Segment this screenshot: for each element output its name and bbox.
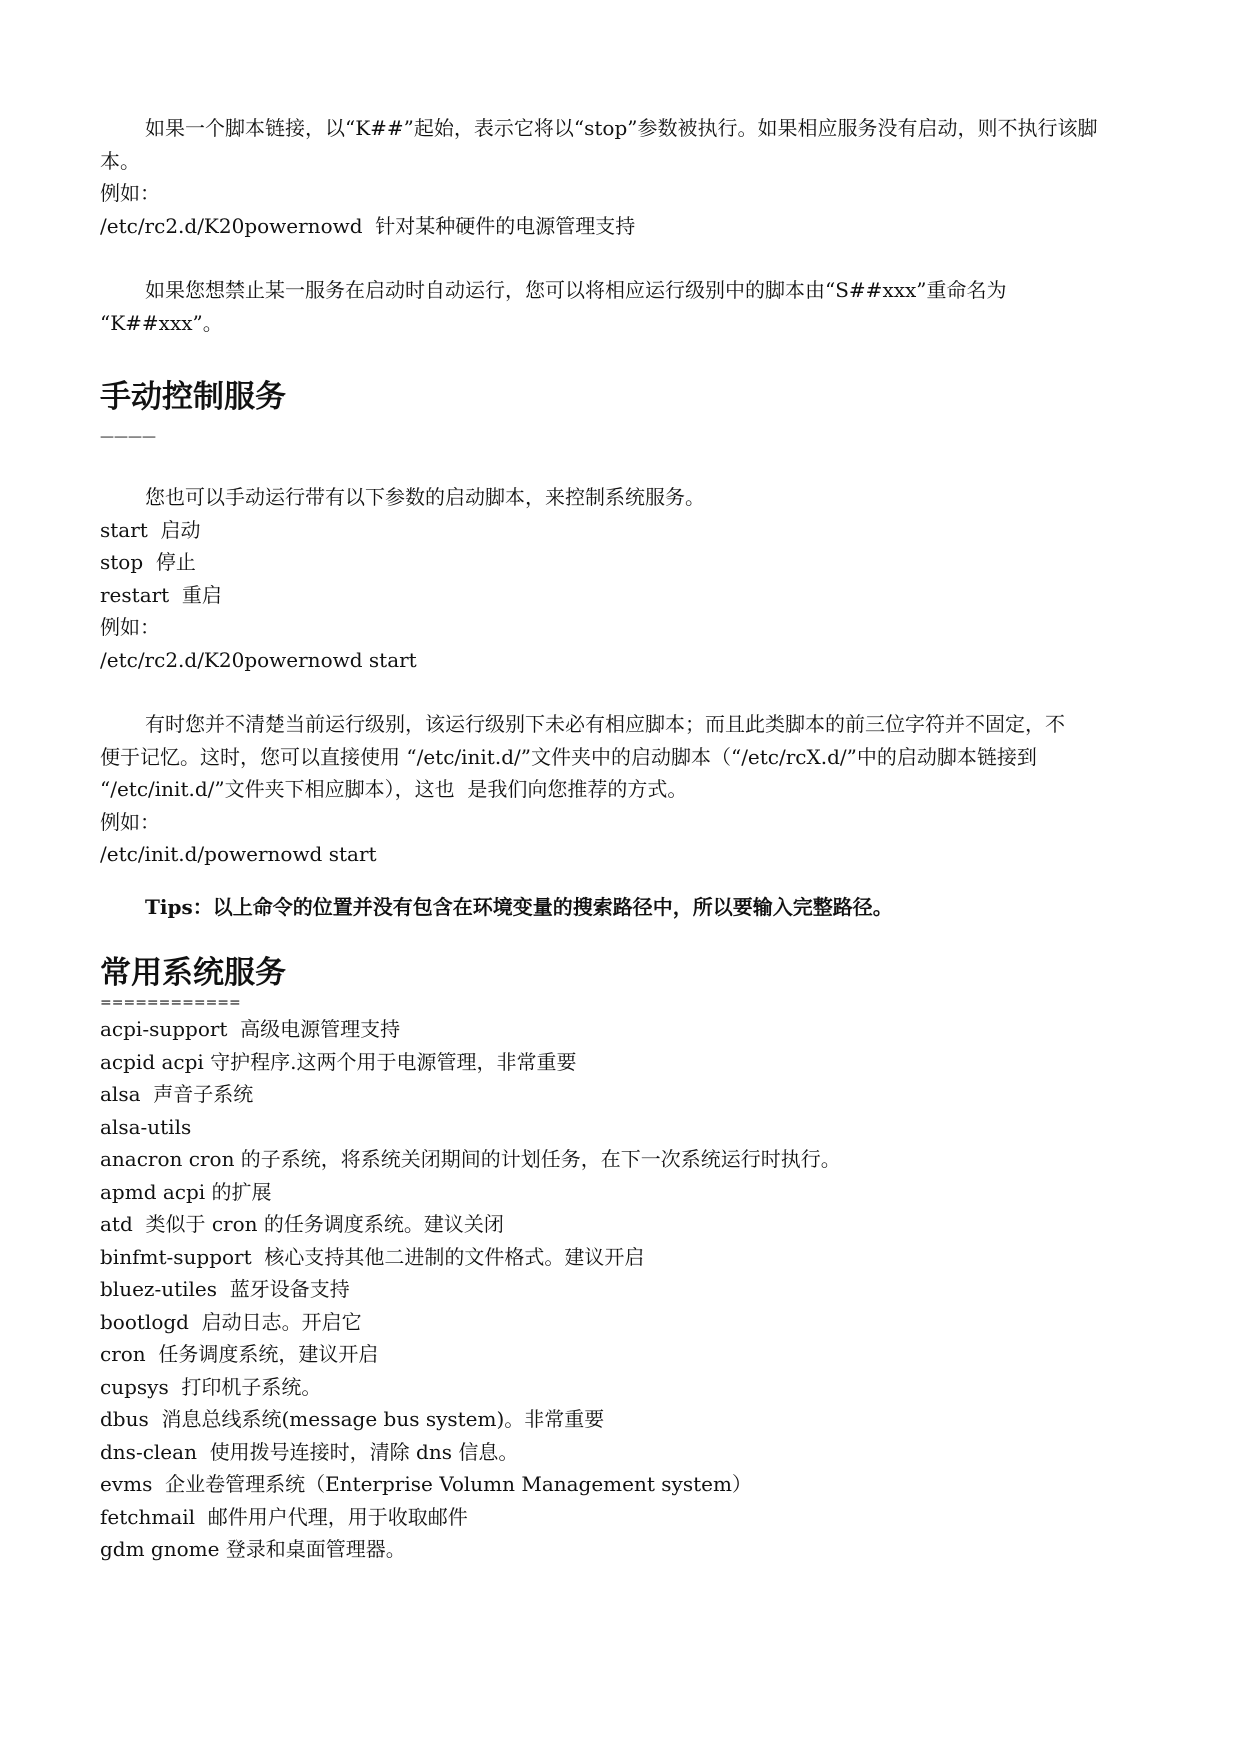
manual-example-line: /etc/rc2.d/K20powernowd start <box>100 647 417 672</box>
service-item-bluez-utiles: bluez-utiles 蓝牙设备支持 <box>100 1277 350 1301</box>
document-page <box>100 112 1150 1566</box>
service-item-binfmt-support: binfmt-support 核心支持其他二进制的文件格式。建议开启 <box>100 1244 645 1269</box>
example-line: /etc/rc2.d/K20powernowd 针对某种硬件的电源管理支持 <box>100 213 636 238</box>
service-list <box>100 1013 1150 1566</box>
service-item-acpid: acpid acpi 守护程序.这两个用于电源管理，非常重要 <box>100 1049 577 1074</box>
disable-paragraph-line-2: “K##xxx”。 <box>100 310 223 335</box>
manual-section-title: 手动控制服务 <box>100 379 286 415</box>
example-label: 例如： <box>100 181 160 205</box>
service-item-anacron: anacron cron 的子系统，将系统关闭期间的计划任务，在下一次系统运行时执行。 <box>100 1147 841 1171</box>
service-item-bootlogd: bootlogd 启动日志。开启它 <box>100 1309 362 1334</box>
service-item-cupsys: cupsys 打印机子系统。 <box>100 1374 322 1399</box>
common-section-title: 常用系统服务 <box>100 955 286 991</box>
service-item-alsa-utils: alsa-utils <box>100 1114 192 1139</box>
manual-example-line-2: /etc/init.d/powernowd start <box>100 842 377 866</box>
param-restart: restart 重启 <box>100 582 222 607</box>
k-paragraph-line-2: 本。 <box>100 148 140 173</box>
manual-para2-line-1: 有时您并不清楚当前运行级别，该运行级别下未必有相应脚本；而且此类脚本的前三位字符并不固定，不 <box>145 712 1065 736</box>
param-start: start 启动 <box>100 517 201 542</box>
k-paragraph-line-1: 如果一个脚本链接，以“K##”起始，表示它将以“stop”参数被执行。如果相应服务没有启动，则不执行该脚 <box>145 116 1098 140</box>
service-item-dbus: dbus 消息总线系统(message bus system)。非常重要 <box>100 1407 605 1431</box>
service-item-apmd: apmd acpi 的扩展 <box>100 1179 272 1204</box>
service-item-fetchmail: fetchmail 邮件用户代理，用于收取邮件 <box>100 1504 468 1529</box>
service-item-cron: cron 任务调度系统，建议开启 <box>100 1342 379 1366</box>
param-stop: stop 停止 <box>100 550 196 574</box>
common-section-rule: ============ <box>100 995 241 1011</box>
manual-section-rule: ———— <box>100 429 156 445</box>
service-item-acpi-support: acpi-support 高级电源管理支持 <box>100 1017 401 1041</box>
disable-paragraph-line-1: 如果您想禁止某一服务在启动时自动运行，您可以将相应运行级别中的脚本由“S##xxx”重命名为 <box>145 278 1007 302</box>
manual-intro: 您也可以手动运行带有以下参数的启动脚本，来控制系统服务。 <box>145 485 705 509</box>
service-item-evms: evms 企业卷管理系统（Enterprise Volumn Management system） <box>100 1472 752 1496</box>
service-item-dns-clean: dns-clean 使用拨号连接时，清除 dns 信息。 <box>100 1439 519 1464</box>
manual-example-label-2: 例如： <box>100 809 160 834</box>
tips-note: Tips：以上命令的位置并没有包含在环境变量的搜索路径中，所以要输入完整路径。 <box>145 894 893 919</box>
service-item-alsa: alsa 声音子系统 <box>100 1082 254 1106</box>
manual-example-label: 例如： <box>100 615 160 639</box>
service-item-gdm: gdm gnome 登录和桌面管理器。 <box>100 1537 406 1561</box>
service-item-atd: atd 类似于 cron 的任务调度系统。建议关闭 <box>100 1212 504 1236</box>
manual-para2-line-3: “/etc/init.d/”文件夹下相应脚本），这也 是我们向您推荐的方式。 <box>100 777 688 801</box>
manual-para2-line-2: 便于记忆。这时，您可以直接使用 “/etc/init.d/”文件夹中的启动脚本（“/etc/rcX.d/”中的启动脚本链接到 <box>100 744 1037 769</box>
